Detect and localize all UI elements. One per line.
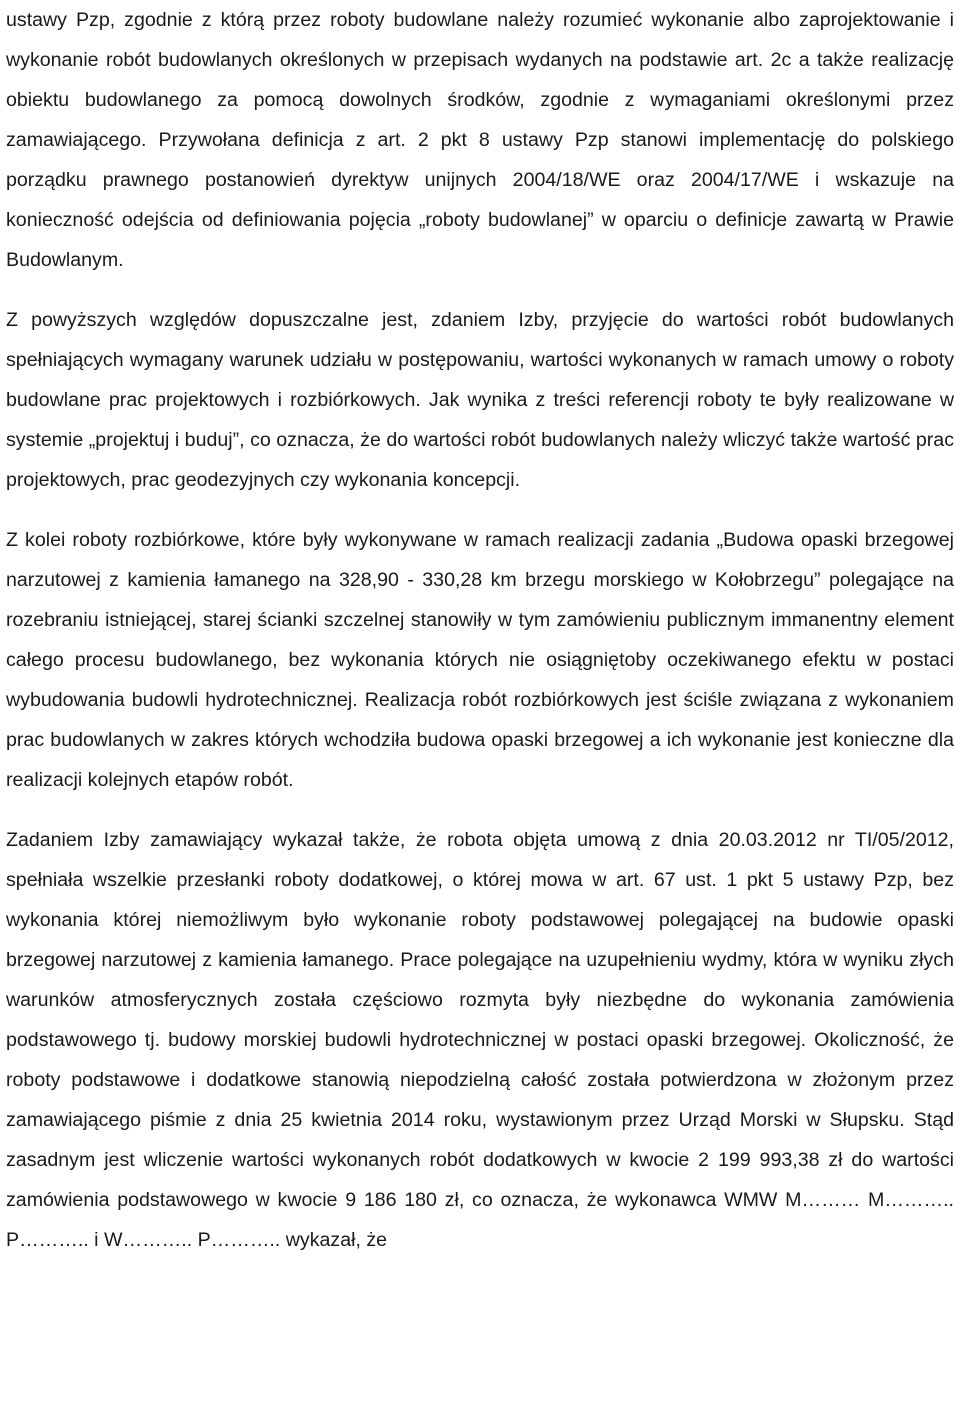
paragraph-additional-works: Zadaniem Izby zamawiający wykazał także, że robota objęta umową z dnia 20.03.2012 nr TI/05/2012, spełniała wszelkie przesłanki roboty dodatkowej, o której mowa w art. 67 ust. 1 pkt 5 ustawy Pzp, bez wykonania której niemożliwym było wykonanie roboty podstawowej polegającej na budowie opaski brzegowej narzutowej z kamienia łamanego. Prace polegające na uzupełnieniu wydmy, która w wyniku złych warunków atmosferycznych została częściowo rozmyta były niezbędne do wykonania zamówienia podstawowego tj. budowy morskiej budowli hydrotechnicznej w postaci opaski brzegowej. Okoliczność, że roboty podstawowe i dodatkowe stanowią niepodzielną całość została potwierdzona w złożonym przez zamawiającego piśmie z dnia 25 kwietnia 2014 roku, wystawionym przez Urząd Morski w Słupsku. Stąd zasadnym jest wliczenie wartości wykonanych robót dodatkowych w kwocie 2 199 993,38 zł do wartości zamówienia podstawowego w kwocie 9 186 180 zł, co oznacza, że wykonawca WMW M……… M……….. P……….. i W……….. P……….. wykazał, że bbox=[6, 829, 954, 1251]
document-page bbox=[6, 0, 954, 1260]
paragraph-definition: ustawy Pzp, zgodnie z którą przez roboty budowlane należy rozumieć wykonanie albo zaprojektowanie i wykonanie robót budowlanych określonych w przepisach wydanych na podstawie art. 2c a także realizację obiektu budowlanego za pomocą dowolnych środków, zgodnie z wymaganiami określonymi przez zamawiającego. Przywołana definicja z art. 2 pkt 8 ustawy Pzp stanowi implementację do polskiego porządku prawnego postanowień dyrektyw unijnych 2004/18/WE oraz 2004/17/WE i wskazuje na konieczność odejścia od definiowania pojęcia „roboty budowlanej” w oparciu o definicje zawartą w Prawie Budowlanym. bbox=[6, 9, 954, 271]
paragraph-demolition-works: Z kolei roboty rozbiórkowe, które były wykonywane w ramach realizacji zadania „Budowa opaski brzegowej narzutowej z kamienia łamanego na 328,90 - 330,28 km brzegu morskiego w Kołobrzegu” polegające na rozebraniu istniejącej, starej ścianki szczelnej stanowiły w tym zamówieniu publicznym immanentny element całego procesu budowlanego, bez wykonania których nie osiągniętoby oczekiwanego efektu w postaci wybudowania budowli hydrotechnicznej. Realizacja robót rozbiórkowych jest ściśle związana z wykonaniem prac budowlanych w zakres których wchodziła budowa opaski brzegowej a ich wykonanie jest konieczne dla realizacji kolejnych etapów robót. bbox=[6, 529, 954, 791]
paragraph-design-works: Z powyższych względów dopuszczalne jest, zdaniem Izby, przyjęcie do wartości robót budowlanych spełniających wymagany warunek udziału w postępowaniu, wartości wykonanych w ramach umowy o roboty budowlane prac projektowych i rozbiórkowych. Jak wynika z treści referencji roboty te były realizowane w systemie „projektuj i buduj”, co oznacza, że do wartości robót budowlanych należy wliczyć także wartość prac projektowych, prac geodezyjnych czy wykonania koncepcji. bbox=[6, 309, 954, 491]
